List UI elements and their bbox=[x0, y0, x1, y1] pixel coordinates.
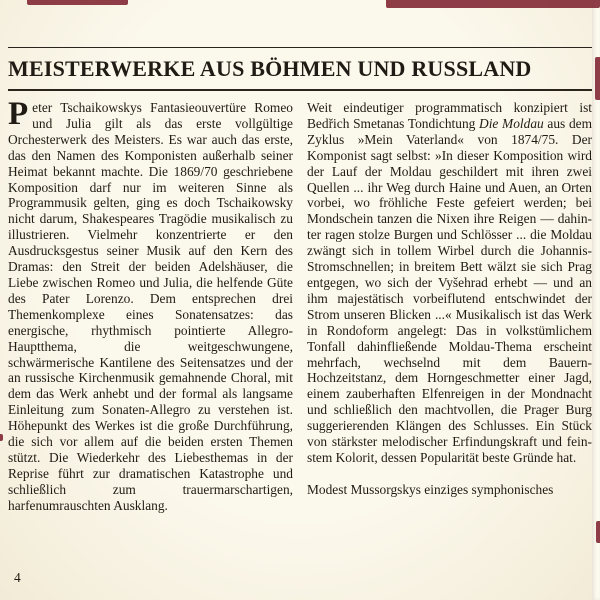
body-text: aus dem Zyklus »Mein Vaterland« von 1874/75. Der Komponist sagt selbst: »In dieser Komposition wird der Lauf der Moldau geschildert mit ihren zwei Quellen ... ihr Weg durch Haine und Auen, an Orten vorbei, wo fröhliche Feste gefeiert werden; bei Mondschein tanzen die Nixen ihre Reigen — dahinter ragen stolze Burgen und Schlösser ... die Moldau zwängt sich in tollem Wirbel durch die Johannis-Stromschnellen; in breitem Bett wälzt sie sich Prag entgegen, wo sich der Vyšehrad erhebt — und an ihm majestätisch vorbeiflutend entschwindet der Strom unseren Blicken ...« Musikalisch ist das Werk in Rondoform angelegt: Das in volkstümlichem Tonfall dahinfließende Moldau-Thema erscheint mehrfach, wechselnd mit dem Bauern-Hochzeitstanz, dem Horngeschmetter einer Jagd, einem zauberhaften Elfenreigen in der Mondnacht und schließlich den machtvollen, die Prager Burg suggerierenden Klängen des Schlusses. Ein Stück von stärkster melodischer Erfindungskraft und feinstem Kolorit, dessen Popularität beste Gründe hat. bbox=[307, 115, 592, 465]
body-paragraph bbox=[8, 96, 293, 514]
scan-edge-mark-right-lower bbox=[596, 521, 600, 543]
body-paragraph bbox=[307, 100, 592, 466]
text-column-left bbox=[8, 96, 293, 514]
work-title-italic: Die Moldau bbox=[479, 115, 544, 131]
scan-edge-mark-left bbox=[0, 434, 3, 441]
body-text: Weit eindeutiger programmatisch konzipiert ist Bedřich Smetanas Tondichtung bbox=[307, 100, 592, 131]
title-block bbox=[8, 47, 592, 91]
article-columns bbox=[8, 96, 592, 514]
scan-edge-mark-top-right bbox=[386, 0, 600, 8]
page-number: 4 bbox=[14, 570, 21, 585]
page-title: MEISTERWERKE AUS BÖHMEN UND RUSSLAND bbox=[8, 56, 532, 81]
scan-edge-mark-right-upper bbox=[595, 57, 600, 100]
drop-cap: P bbox=[8, 96, 29, 132]
title-rule-bottom bbox=[8, 89, 592, 91]
title-rule-top bbox=[8, 47, 592, 48]
page-footer bbox=[14, 569, 21, 587]
body-paragraph bbox=[307, 482, 592, 498]
body-text: Modest Mussorgskys einziges symphonisches bbox=[307, 481, 554, 497]
scan-edge-mark-top-left bbox=[27, 0, 128, 5]
text-column-right bbox=[307, 100, 592, 514]
body-text: eter Tschaikowskys Fantasieouvertüre Romeo und Julia gilt als das erste vollgültige Orchesterwerk des Meisters. Es war auch das erste, das den Namen des Komponisten außerhalb seiner Heimat bekannt machte. Die 1869/70 geschriebene Komposition darf nur im weiteren Sinne als Programmusik gelten, ging es doch Tschaikowsky nicht darum, Shakespeares Tragödie musikalisch zu illustrieren. Vielmehr konzentrierte er den Ausdrucksgestus seiner Musik auf den Kern des Dramas: den Streit der beiden Adelshäuser, die Liebe zwischen Romeo und Julia, die helfende Güte des Pater Lorenzo. Dem entsprechen drei Themenkomplexe eines Sonatensatzes: das energische, rhythmisch pointierte Allegro-Hauptthema, die weitgeschwungene, schwärmerische Kantilene des Seitensatzes und der an russische Kirchenmusik gemahnende Choral, mit dem das Werk anhebt und der formal als langsame Einleitung zum Sonaten-Allegro zu verstehen ist. Höhepunkt des Werkes ist die große Durchführung, die sich vor allem auf die beiden ersten Themen stützt. Die Wiederkehr des Liebesthemas in der Reprise führt zur dramatischen Katastrophe und schließlich zum trauermarschartigen, harfenumrauschten Ausklang. bbox=[8, 100, 293, 513]
